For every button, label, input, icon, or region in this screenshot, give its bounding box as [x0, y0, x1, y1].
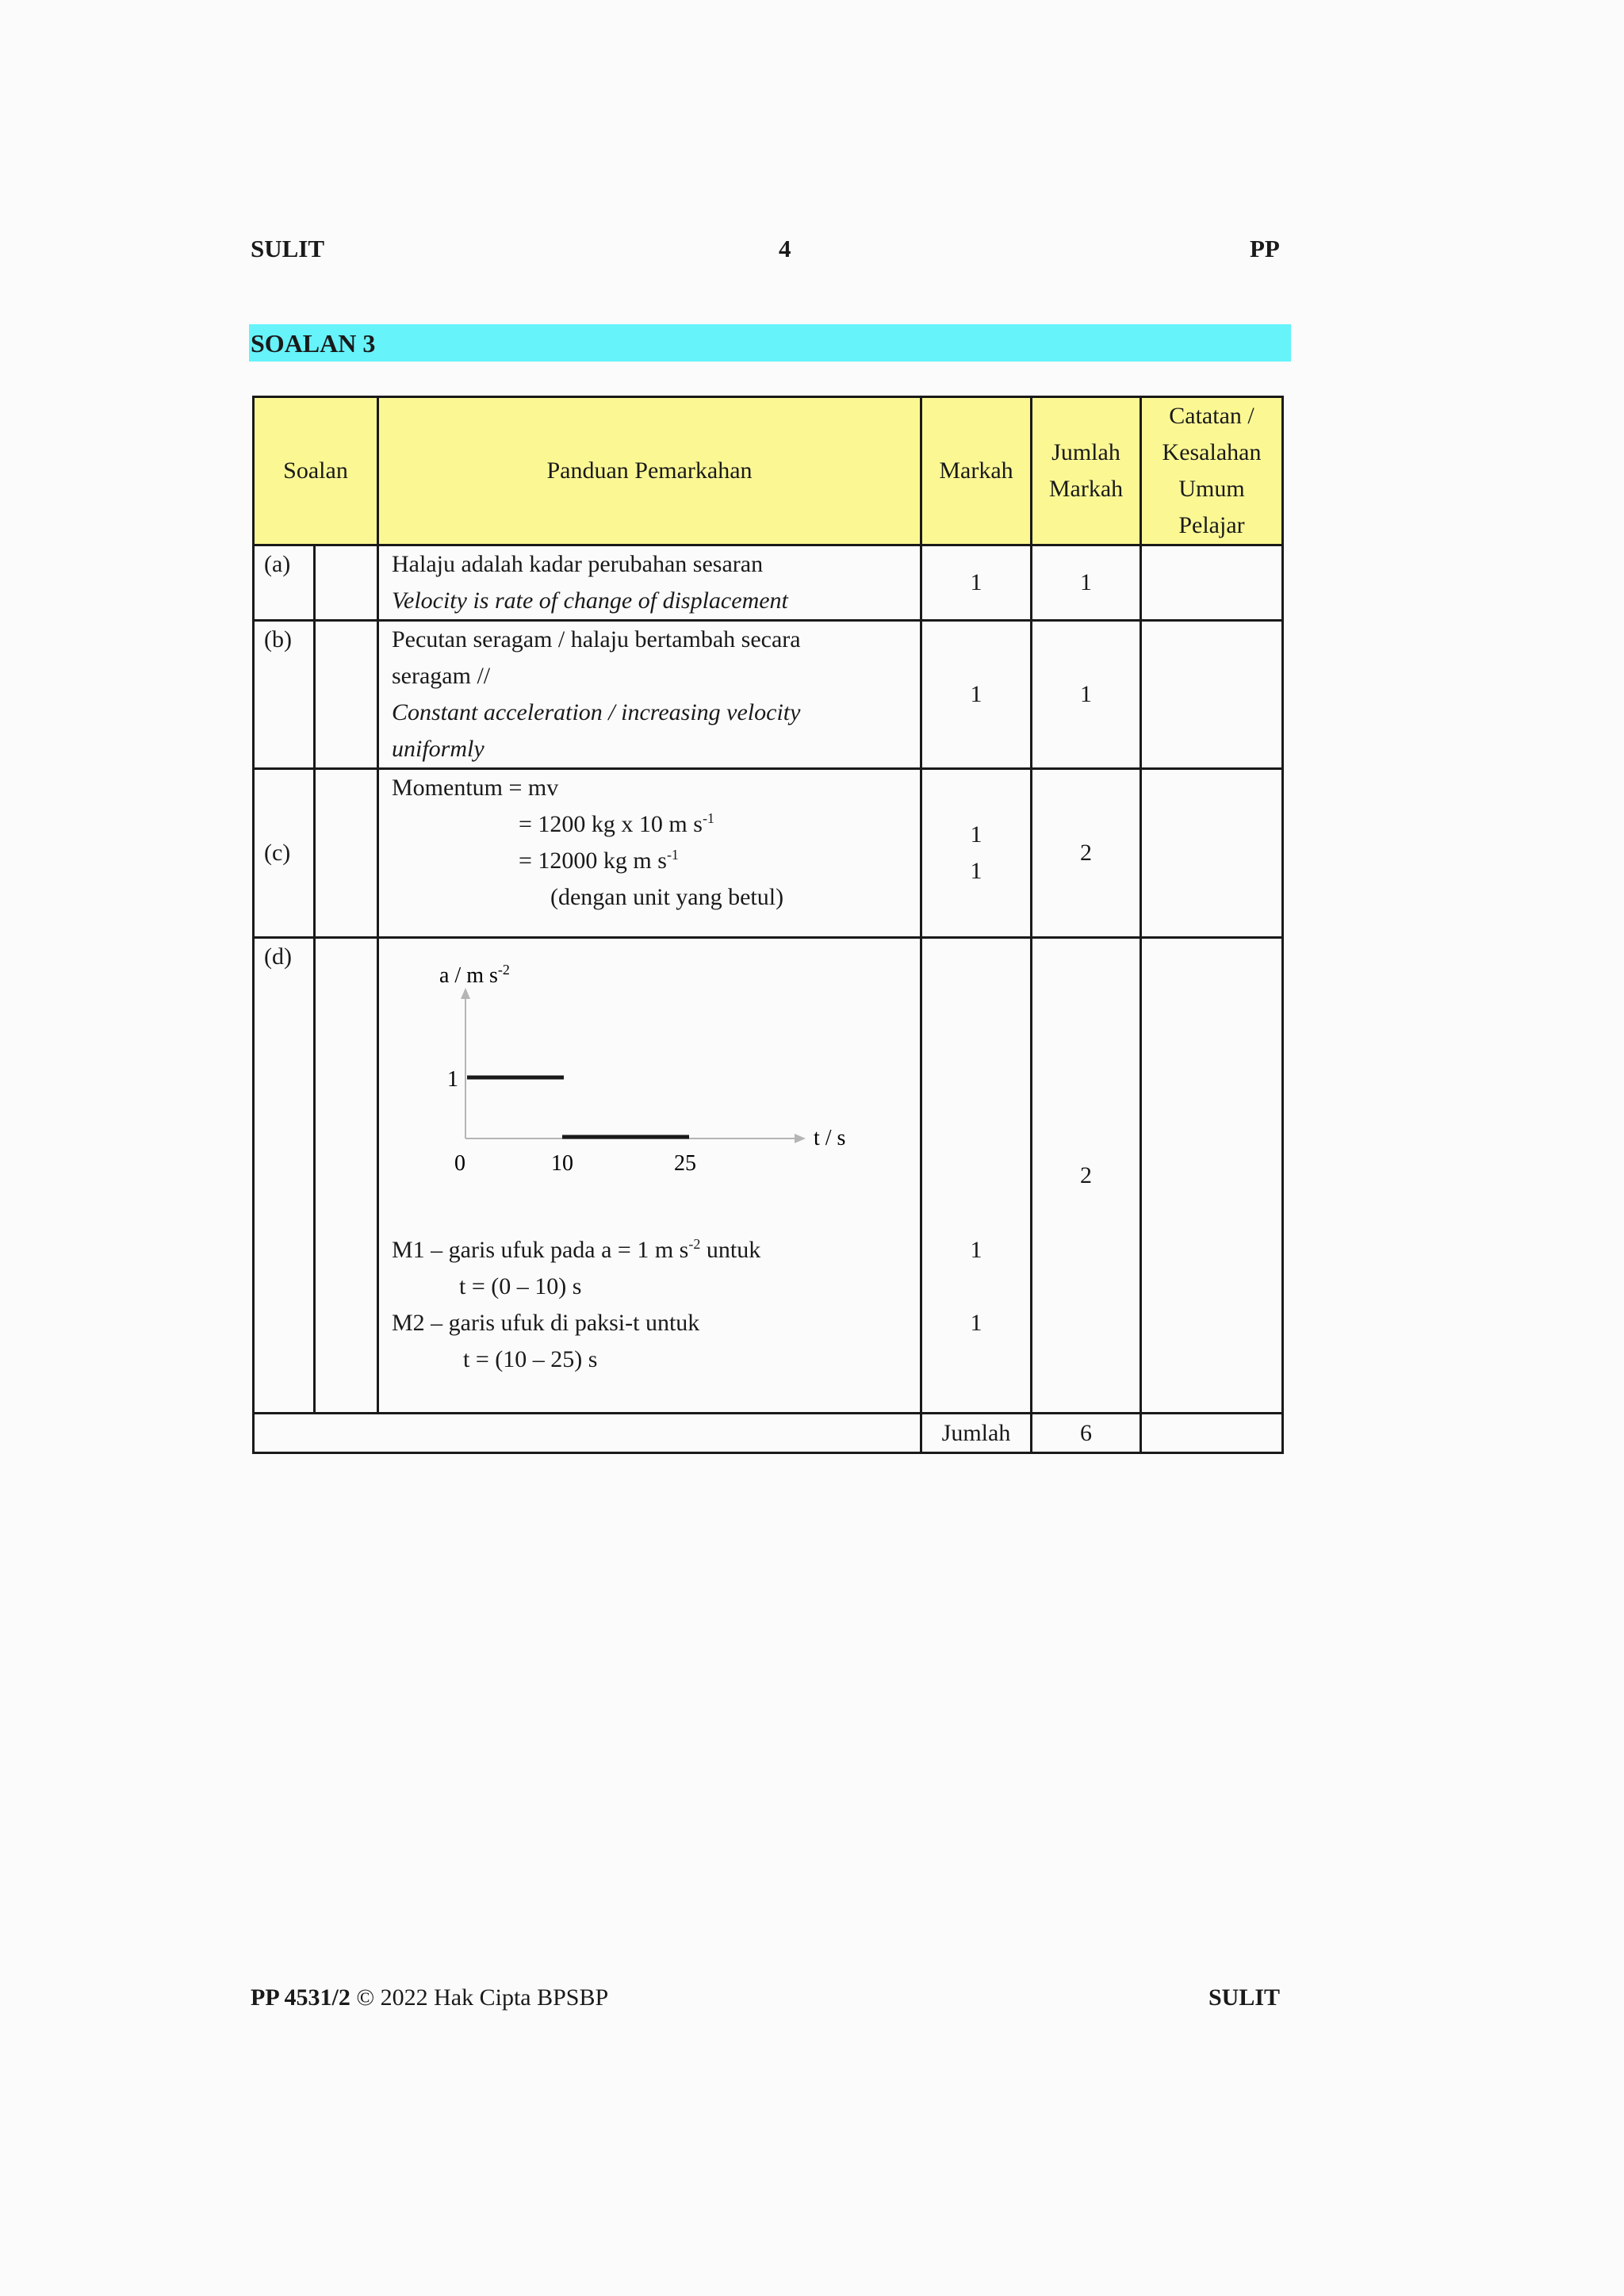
header-right: PP [1250, 235, 1280, 262]
x-tick-label: 10 [551, 1151, 573, 1176]
row-label: (b) [254, 621, 315, 769]
header-catatan: Catatan / Kesalahan Umum Pelajar [1141, 397, 1283, 545]
catatan-cell [1141, 938, 1283, 1414]
header-soalan: Soalan [254, 397, 378, 545]
catatan-cell [1141, 621, 1283, 769]
header-markah: Markah [921, 397, 1032, 545]
total-label: Jumlah [921, 1414, 1032, 1453]
footer-right: SULIT [1208, 1984, 1281, 2011]
marking-scheme-table [252, 396, 1284, 1454]
jumlah-cell: 1 [1032, 621, 1141, 769]
markah-cell: 1 [921, 621, 1032, 769]
table-row-c [254, 769, 1283, 938]
row-label: (a) [254, 545, 315, 621]
jumlah-cell: 1 [1032, 545, 1141, 621]
section-title: SOALAN 3 [251, 329, 376, 358]
acceleration-time-graph [392, 939, 920, 1232]
row-label: (c) [254, 769, 315, 938]
header-jumlah-markah: Jumlah Markah [1032, 397, 1141, 545]
section-banner [249, 324, 1291, 362]
markah-cell: 1 1 [921, 769, 1032, 938]
answer-cell: Halaju adalah kadar perubahan sesaran Velocity is rate of change of displacement [378, 545, 921, 621]
header-panduan: Panduan Pemarkahan [378, 397, 921, 545]
catatan-cell [1141, 769, 1283, 938]
table-total-row [254, 1414, 1283, 1453]
table-row-d [254, 938, 1283, 1414]
page-number: 4 [779, 235, 791, 262]
y-axis-label: a / m $s^{-2}$ [439, 962, 510, 988]
x-axis-arrow [795, 1134, 806, 1143]
m1-line: M1 – garis ufuk pada a = 1 m $s^{-2}$ untuk [392, 1236, 761, 1263]
x-tick-label: 0 [454, 1151, 465, 1176]
markah-cell: 1 1 [921, 938, 1032, 1414]
y-axis-arrow [461, 988, 470, 999]
footer-left: PP 4531/2 © 2022 Hak Cipta BPSBP [251, 1984, 609, 2011]
catatan-cell [1141, 545, 1283, 621]
total-value: 6 [1032, 1414, 1141, 1453]
answer-cell: Momentum = mv = 1200 kg x 10 m $s^{-1}$ = 12000 kg m $s^{-1}$ (dengan unit yang betul) [378, 769, 921, 938]
answer-cell: a / m $s^{-2}$ t / s 1 0 10 25 M1 – garis ufuk pada a = 1 m $s^{-2}$ untuk t = (0 – 10) s M2 – garis ufuk di paksi-t untuk t = (10 – 25) s [378, 938, 921, 1414]
table-header-row [254, 397, 1283, 545]
graph-svg [392, 939, 868, 1232]
jumlah-cell: 2 [1032, 938, 1141, 1414]
table-row-a [254, 545, 1283, 621]
x-axis-label: t / s [814, 1126, 846, 1150]
jumlah-cell: 2 [1032, 769, 1141, 938]
table-row-b [254, 621, 1283, 769]
header-left: SULIT [251, 235, 325, 262]
answer-cell: Pecutan seragam / halaju bertambah secara seragam // Constant acceleration / increasing velocity uniformly [378, 621, 921, 769]
y-tick-label: 1 [447, 1067, 458, 1092]
markah-cell: 1 [921, 545, 1032, 621]
row-label: (d) [254, 938, 315, 1414]
x-tick-label: 25 [674, 1151, 696, 1176]
